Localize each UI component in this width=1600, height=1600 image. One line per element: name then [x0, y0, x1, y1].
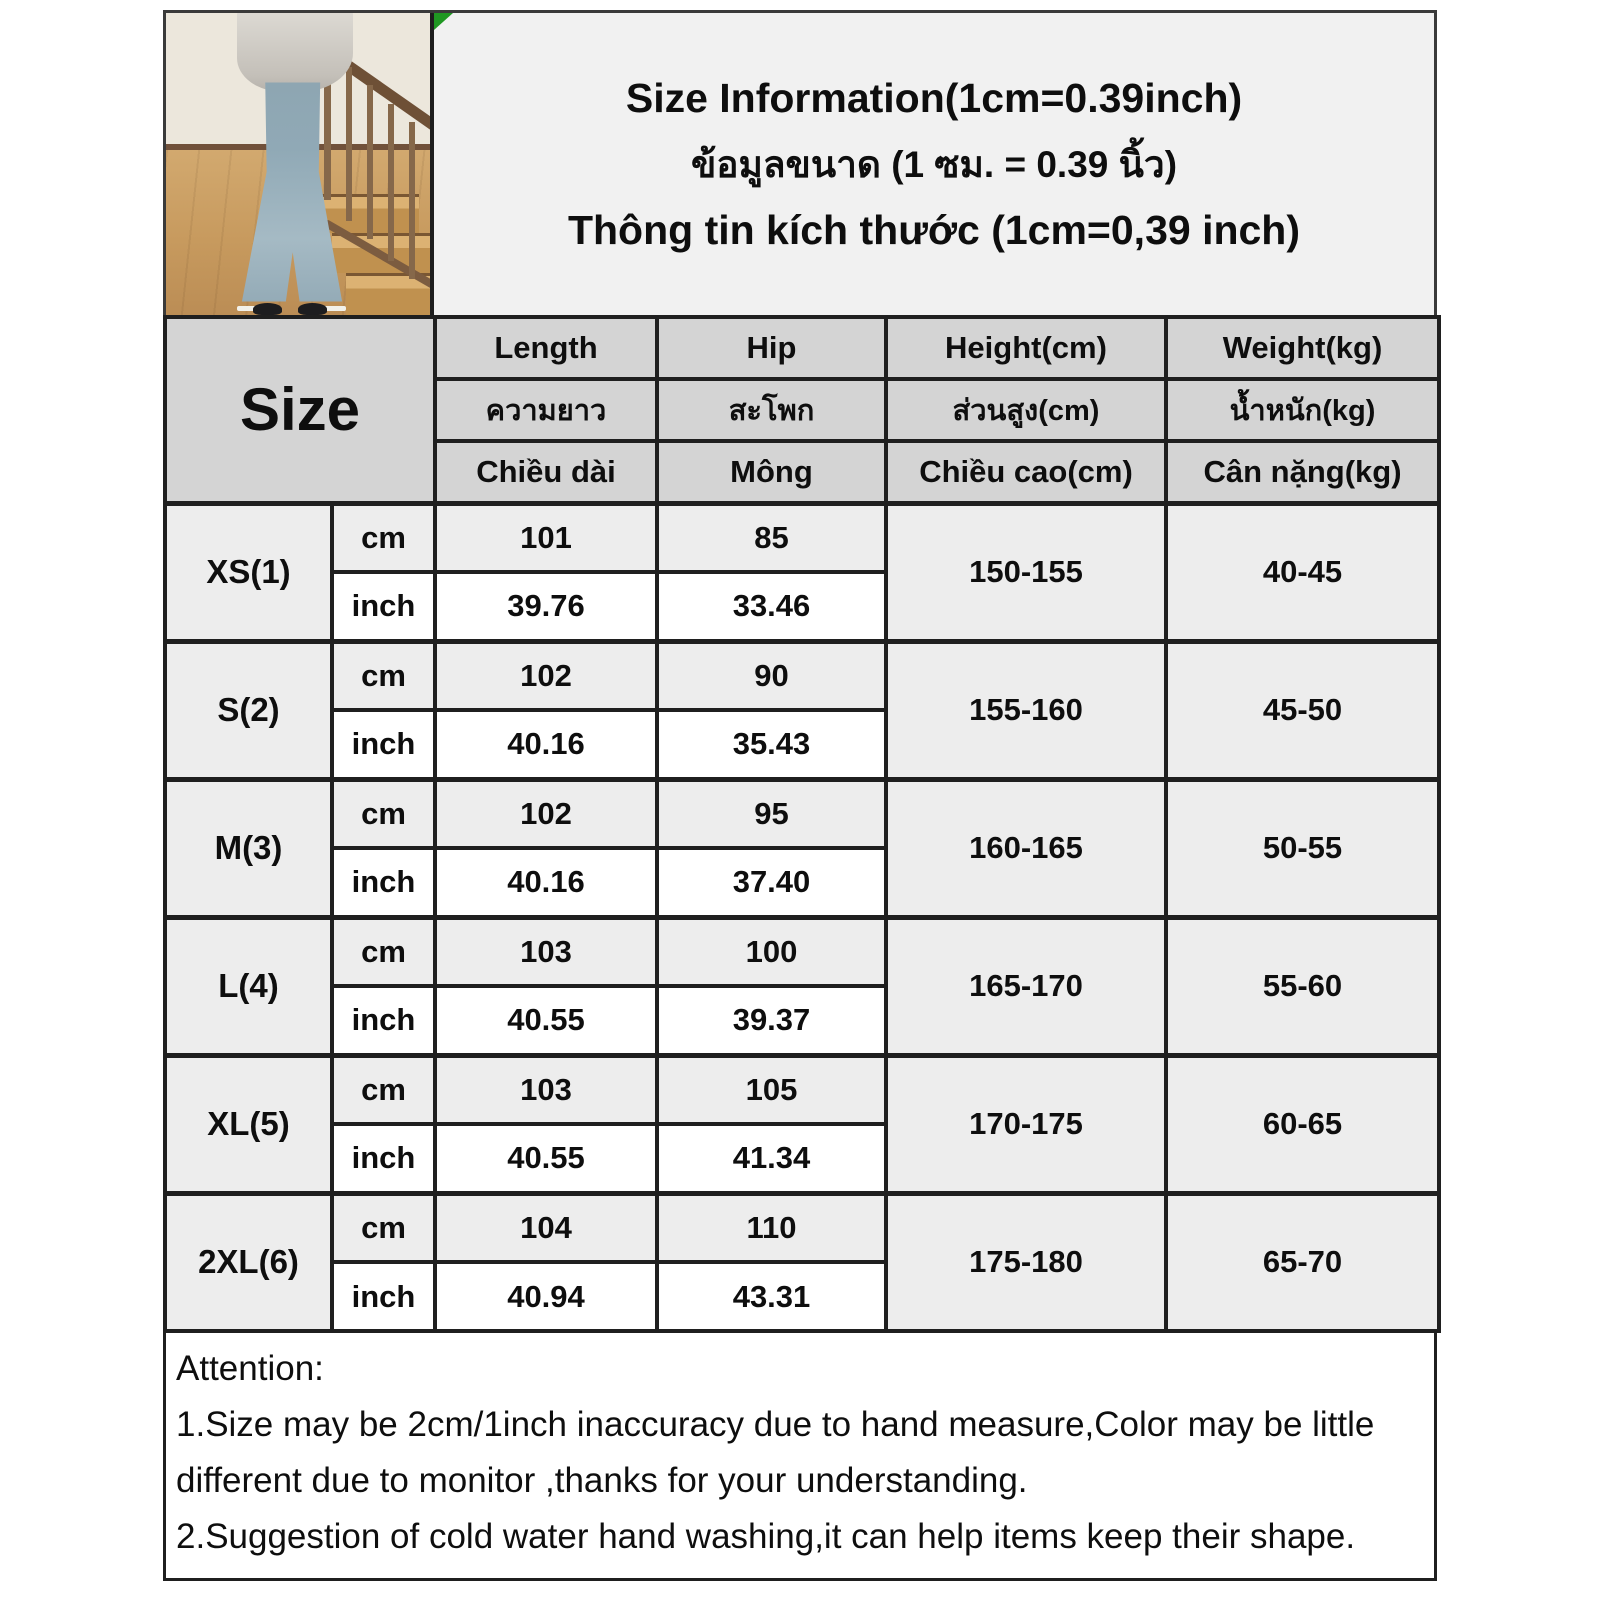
title-box	[434, 13, 1434, 315]
length-value: 102	[435, 779, 657, 848]
length-value: 103	[435, 1055, 657, 1124]
photo-baluster	[388, 104, 394, 261]
size-cell: XL(5)	[165, 1055, 332, 1193]
table-row	[165, 1193, 1439, 1262]
header-row	[163, 10, 1437, 315]
unit-cell: cm	[332, 503, 435, 572]
header-row-english	[165, 317, 1439, 379]
size-cell: S(2)	[165, 641, 332, 779]
length-value: 40.94	[435, 1262, 657, 1331]
col-header-height-en: Height(cm)	[886, 317, 1166, 379]
photo-baluster	[346, 67, 352, 221]
col-header-length-en: Length	[435, 317, 657, 379]
height-range: 170-175	[886, 1055, 1166, 1193]
unit-cell: cm	[332, 1193, 435, 1262]
photo-baluster	[409, 122, 415, 279]
col-header-weight-th: น้ำหนัก(kg)	[1166, 379, 1439, 441]
table-row	[165, 779, 1439, 848]
attention-line: different due to monitor ,thanks for your understanding.	[176, 1461, 1028, 1500]
hip-value: 100	[657, 917, 886, 986]
photo-baluster	[367, 85, 373, 239]
hip-value: 90	[657, 641, 886, 710]
height-range: 175-180	[886, 1193, 1166, 1331]
weight-range: 50-55	[1166, 779, 1439, 917]
col-header-weight-vi: Cân nặng(kg)	[1166, 441, 1439, 503]
green-corner-triangle-icon	[434, 13, 453, 30]
hip-value: 41.34	[657, 1124, 886, 1193]
height-range: 155-160	[886, 641, 1166, 779]
hip-value: 39.37	[657, 986, 886, 1055]
title-thai: ข้อมูลขนาด (1 ซม. = 0.39 นิ้ว)	[690, 143, 1178, 185]
size-column-header: Size	[165, 317, 435, 503]
length-value: 40.55	[435, 986, 657, 1055]
size-cell: L(4)	[165, 917, 332, 1055]
attention-line: 1.Size may be 2cm/1inch inaccuracy due to hand measure,Color may be little	[176, 1405, 1375, 1444]
photo-shoe	[298, 303, 327, 315]
height-range: 150-155	[886, 503, 1166, 641]
col-header-height-th: ส่วนสูง(cm)	[886, 379, 1166, 441]
hip-value: 43.31	[657, 1262, 886, 1331]
table-row	[165, 1055, 1439, 1124]
unit-cell: cm	[332, 917, 435, 986]
weight-range: 40-45	[1166, 503, 1439, 641]
height-range: 160-165	[886, 779, 1166, 917]
length-value: 104	[435, 1193, 657, 1262]
hip-value: 35.43	[657, 710, 886, 779]
table-row	[165, 917, 1439, 986]
size-cell: XS(1)	[165, 503, 332, 641]
weight-range: 60-65	[1166, 1055, 1439, 1193]
size-cell: 2XL(6)	[165, 1193, 332, 1331]
unit-cell: inch	[332, 572, 435, 641]
table-row	[165, 641, 1439, 710]
photo-model-sweater	[237, 13, 353, 92]
height-range: 165-170	[886, 917, 1166, 1055]
length-value: 40.55	[435, 1124, 657, 1193]
unit-cell: cm	[332, 641, 435, 710]
hip-value: 105	[657, 1055, 886, 1124]
length-value: 39.76	[435, 572, 657, 641]
weight-range: 55-60	[1166, 917, 1439, 1055]
unit-cell: inch	[332, 848, 435, 917]
hip-value: 37.40	[657, 848, 886, 917]
size-cell: M(3)	[165, 779, 332, 917]
size-chart-sheet	[163, 10, 1437, 1581]
unit-cell: inch	[332, 710, 435, 779]
weight-range: 65-70	[1166, 1193, 1439, 1331]
unit-cell: cm	[332, 779, 435, 848]
hip-value: 33.46	[657, 572, 886, 641]
col-header-weight-en: Weight(kg)	[1166, 317, 1439, 379]
col-header-length-vi: Chiều dài	[435, 441, 657, 503]
title-english: Size Information(1cm=0.39inch)	[625, 74, 1243, 121]
attention-line: 2.Suggestion of cold water hand washing,it can help items keep their shape.	[176, 1517, 1356, 1556]
title-vietnamese: Thông tin kích thước (1cm=0,39 inch)	[567, 206, 1301, 253]
hip-value: 110	[657, 1193, 886, 1262]
weight-range: 45-50	[1166, 641, 1439, 779]
hip-value: 95	[657, 779, 886, 848]
length-value: 101	[435, 503, 657, 572]
photo-shoe	[253, 303, 282, 315]
unit-cell: cm	[332, 1055, 435, 1124]
col-header-height-vi: Chiều cao(cm)	[886, 441, 1166, 503]
length-value: 40.16	[435, 848, 657, 917]
col-header-hip-th: สะโพก	[657, 379, 886, 441]
size-table	[163, 315, 1441, 1333]
col-header-length-th: ความยาว	[435, 379, 657, 441]
unit-cell: inch	[332, 1124, 435, 1193]
col-header-hip-en: Hip	[657, 317, 886, 379]
length-value: 40.16	[435, 710, 657, 779]
unit-cell: inch	[332, 986, 435, 1055]
length-value: 102	[435, 641, 657, 710]
attention-note	[163, 1333, 1437, 1581]
length-value: 103	[435, 917, 657, 986]
attention-heading: Attention:	[176, 1349, 324, 1388]
col-header-hip-vi: Mông	[657, 441, 886, 503]
unit-cell: inch	[332, 1262, 435, 1331]
product-photo	[166, 13, 434, 315]
hip-value: 85	[657, 503, 886, 572]
table-row	[165, 503, 1439, 572]
